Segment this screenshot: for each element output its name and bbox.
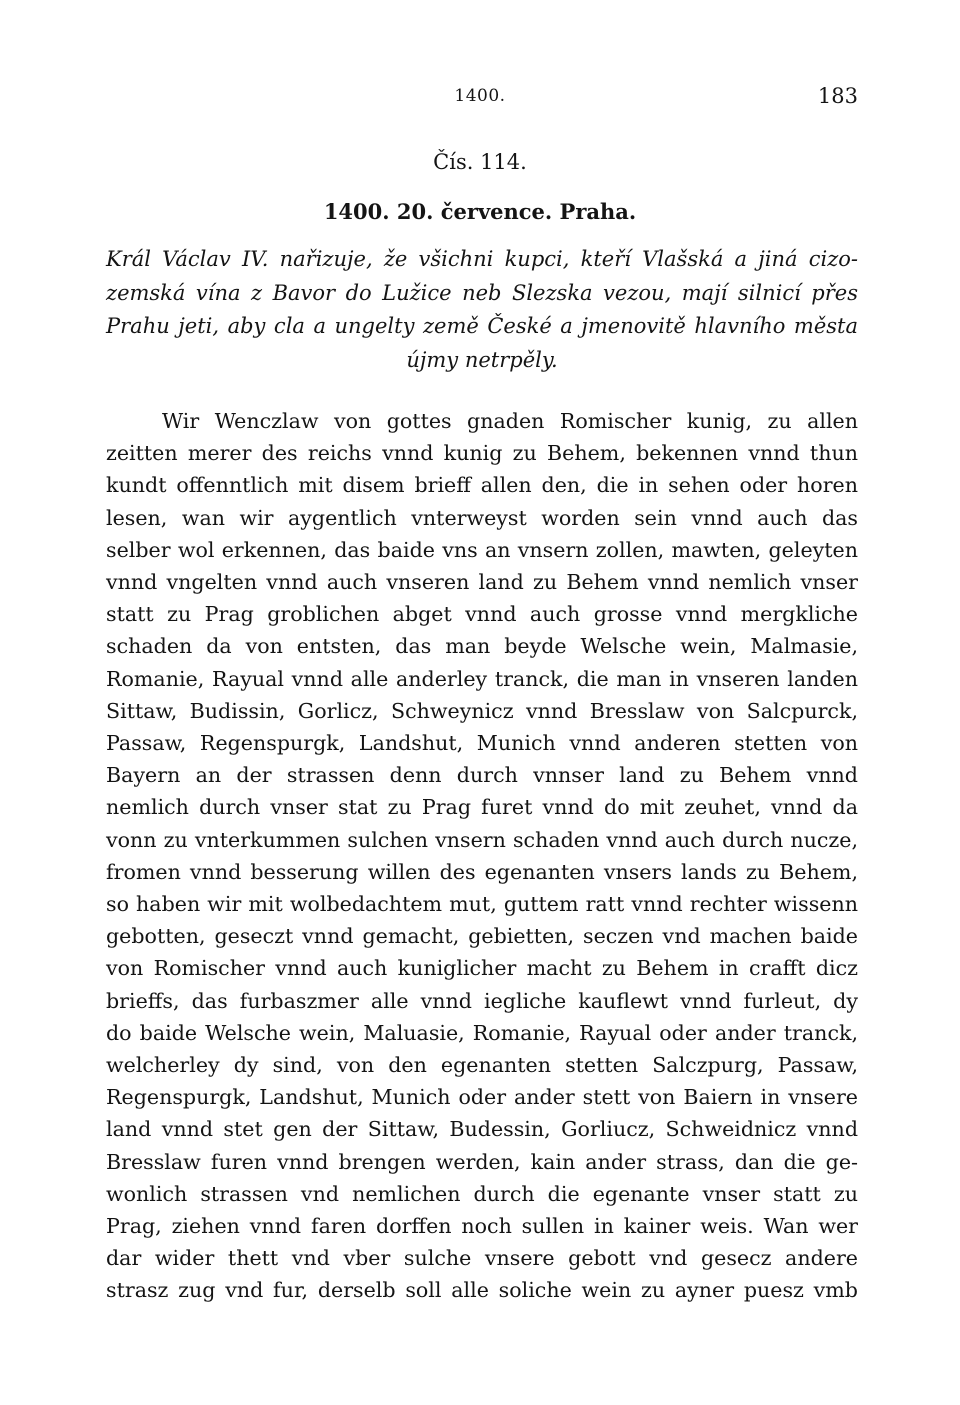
regest-line: újmy netrpěly. [406,347,558,372]
text-line: von Romischer vnnd auch kuniglicher macht zu Behem in crafft dicz [106,956,858,981]
text-line: welcherley dy sind, von den egenanten stetten Salczpurg, Passaw, [106,1053,858,1078]
document-date-place: 1400. 20. července. Praha. [323,199,637,224]
text-line: Wir Wenczlaw von gottes gnaden Romischer kunig, zu allen [162,409,858,433]
text-line: gebotten, geseczt vnnd gemacht, gebietten, seczen vnd machen baide [106,924,858,949]
regest-line: Prahu jeti, aby cla a ungelty země České a jmenovitě hlavního města [106,314,858,338]
text-line: vonn zu vnterkummen sulchen vnsern schaden vnnd auch durch nucze, [106,827,858,852]
text-line: Bayern an der strassen denn durch vnnser land zu Behem vnnd [106,763,858,788]
text-line: Prag, ziehen vnnd faren dorffen noch sullen in kainer weis. Wan wer [106,1214,858,1239]
page-number: 183 [817,84,858,108]
text-line: selber wol erkennen, das baide vns an vnsern zollen, mawten, geleyten [106,537,858,562]
text-line: kundt offenntlich mit disem brieff allen den, die in sehen oder horen [106,473,858,498]
text-line: land vnnd stet gen der Sittaw, Budessin, Gorliucz, Schweidnicz vnnd [106,1117,858,1142]
text-line: dar wider thett vnd vber sulche vnsere gebott vnd gesecz andere [106,1246,858,1271]
regest-line: zemská vína z Bavor do Lužice neb Slezska vezou, mají silnicí přes [106,280,858,305]
text-line: Regenspurgk, Landshut, Munich oder ander stett von Baiern in vnsere [106,1085,858,1110]
text-line: Sittaw, Budissin, Gorlicz, Schweynicz vnnd Bresslaw von Salcpurck, [106,698,858,723]
charter-text [106,405,858,1307]
text-line: strasz zug vnd fur, derselb soll alle soliche wein zu ayner puesz vmb [106,1278,858,1303]
text-line: Romanie, Rayual vnnd alle anderley tranck, die man in vnseren landen [106,666,858,691]
text-line: vnnd vngelten vnnd auch vnseren land zu Behem vnnd nemlich vnser [106,570,858,595]
text-line: wonlich strassen vnd nemlichen durch die egenante vnser statt zu [106,1181,858,1206]
text-line: Bresslaw furen vnnd brengen werden, kain ander strass, dan die ge- [106,1149,858,1174]
text-line: so haben wir mit wolbedachtem mut, guttem ratt vnnd rechter wissenn [106,892,858,917]
text-line: statt zu Prag groblichen abget vnnd auch grosse vnnd mergkliche [106,602,858,627]
regest-summary [106,243,858,377]
text-line: schaden da von entsten, das man beyde Welsche wein, Malmasie, [106,634,858,659]
regest-line: Král Václav IV. nařizuje, že všichni kupci, kteří Vlašská a jiná cizo- [106,247,858,271]
text-line: do baide Welsche wein, Maluasie, Romanie, Rayual oder ander tranck, [106,1020,858,1045]
running-header-year: 1400. [454,86,506,106]
text-line: brieffs, das furbaszmer alle vnnd iegliche kauflewt vnnd furleut, dy [106,988,858,1013]
text-line: nemlich durch vnser stat zu Prag furet vnnd do mit zeuhet, vnnd da [106,795,858,820]
document-number: Čís. 114. [433,150,527,174]
text-line: zeitten merer des reichs vnnd kunig zu Behem, bekennen vnnd thun [106,441,858,466]
text-line: lesen, wan wir aygentlich vnterweyst worden sein vnnd auch das [106,505,858,530]
text-line: Passaw, Regenspurgk, Landshut, Munich vnnd anderen stetten von [106,731,858,756]
text-line: fromen vnnd besserung willen des egenanten vnsers lands zu Behem, [106,859,858,884]
